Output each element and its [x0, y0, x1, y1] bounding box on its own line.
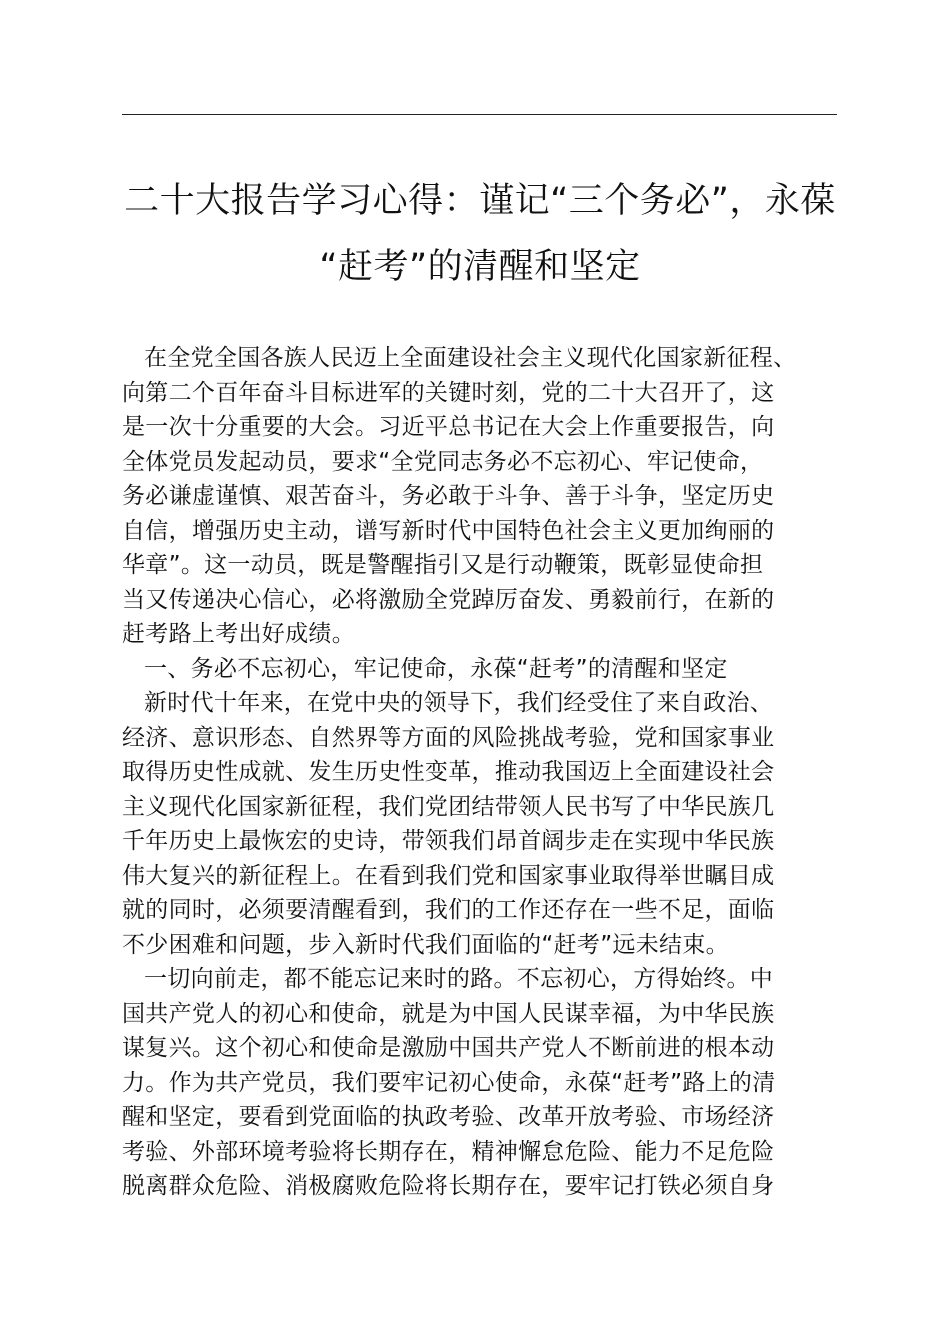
document-title-line-2: “赶考”的清醒和坚定	[319, 247, 641, 287]
body-text-line: 不少困难和问题，步入新时代我们面临的“赶考”远未结束。	[122, 931, 729, 958]
body-text-line: 取得历史性成就、发生历史性变革，推动我国迈上全面建设社会	[122, 759, 775, 785]
document-title-line-1: 二十大报告学习心得：谨记“三个务必”，永葆	[124, 181, 836, 221]
body-text-line: 脱离群众危险、消极腐败危险将长期存在，要牢记打铁必须自身	[122, 1173, 775, 1199]
body-text-line: 务必谦虚谨慎、艰苦奋斗，务必敢于斗争、善于斗争，坚定历史	[122, 483, 775, 509]
body-text-line: 力。作为共产党员，我们要牢记初心使命，永葆“赶考”路上的清	[122, 1069, 776, 1096]
body-text-line: 自信，增强历史主动，谱写新时代中国特色社会主义更加绚丽的	[122, 517, 775, 544]
body-text-line: 经济、意识形态、自然界等方面的风险挑战考验，党和国家事业	[122, 724, 775, 751]
document-body	[122, 341, 842, 1204]
body-text-line: 新时代十年来，在党中央的领导下，我们经受住了来自政治、	[144, 690, 774, 716]
body-text-line: 就的同时，必须要清醒看到，我们的工作还存在一些不足，面临	[122, 897, 775, 923]
body-text-line: 全体党员发起动员，要求“全党同志务必不忘初心、牢记使命，	[122, 448, 764, 475]
body-text-line: 醒和坚定，要看到党面临的执政考验、改革开放考验、市场经济	[122, 1104, 775, 1130]
body-text-line: 千年历史上最恢宏的史诗，带领我们昂首阔步走在实现中华民族	[122, 828, 775, 854]
body-text-line: 一切向前走，都不能忘记来时的路。不忘初心，方得始终。中	[144, 966, 774, 992]
body-text-line: 国共产党人的初心和使命，就是为中国人民谋幸福，为中华民族	[122, 1000, 775, 1027]
body-text-line: 向第二个百年奋斗目标进军的关键时刻，党的二十大召开了，这	[122, 379, 775, 406]
body-text-line: 主义现代化国家新征程，我们党团结带领人民书写了中华民族几	[122, 793, 775, 820]
body-text-line: 伟大复兴的新征程上。在看到我们党和国家事业取得举世瞩目成	[122, 862, 775, 889]
body-text-line: 一、务必不忘初心，牢记使命，永葆“赶考”的清醒和坚定	[144, 655, 728, 682]
body-text-line: 在全党全国各族人民迈上全面建设社会主义现代化国家新征程、	[144, 345, 797, 371]
body-text-line: 当又传递决心信心，必将激励全党踔厉奋发、勇毅前行，在新的	[122, 586, 775, 613]
header-rule	[122, 114, 837, 115]
body-text-line: 是一次十分重要的大会。习近平总书记在大会上作重要报告，向	[122, 414, 775, 440]
body-text-line: 华章”。这一动员，既是警醒指引又是行动鞭策，既彰显使命担	[122, 552, 764, 578]
body-text-line: 谋复兴。这个初心和使命是激励中国共产党人不断前进的根本动	[122, 1035, 775, 1061]
body-text-line: 考验、外部环境考验将长期存在，精神懈怠危险、能力不足危险	[122, 1138, 775, 1165]
body-text-line: 赶考路上考出好成绩。	[122, 621, 355, 647]
